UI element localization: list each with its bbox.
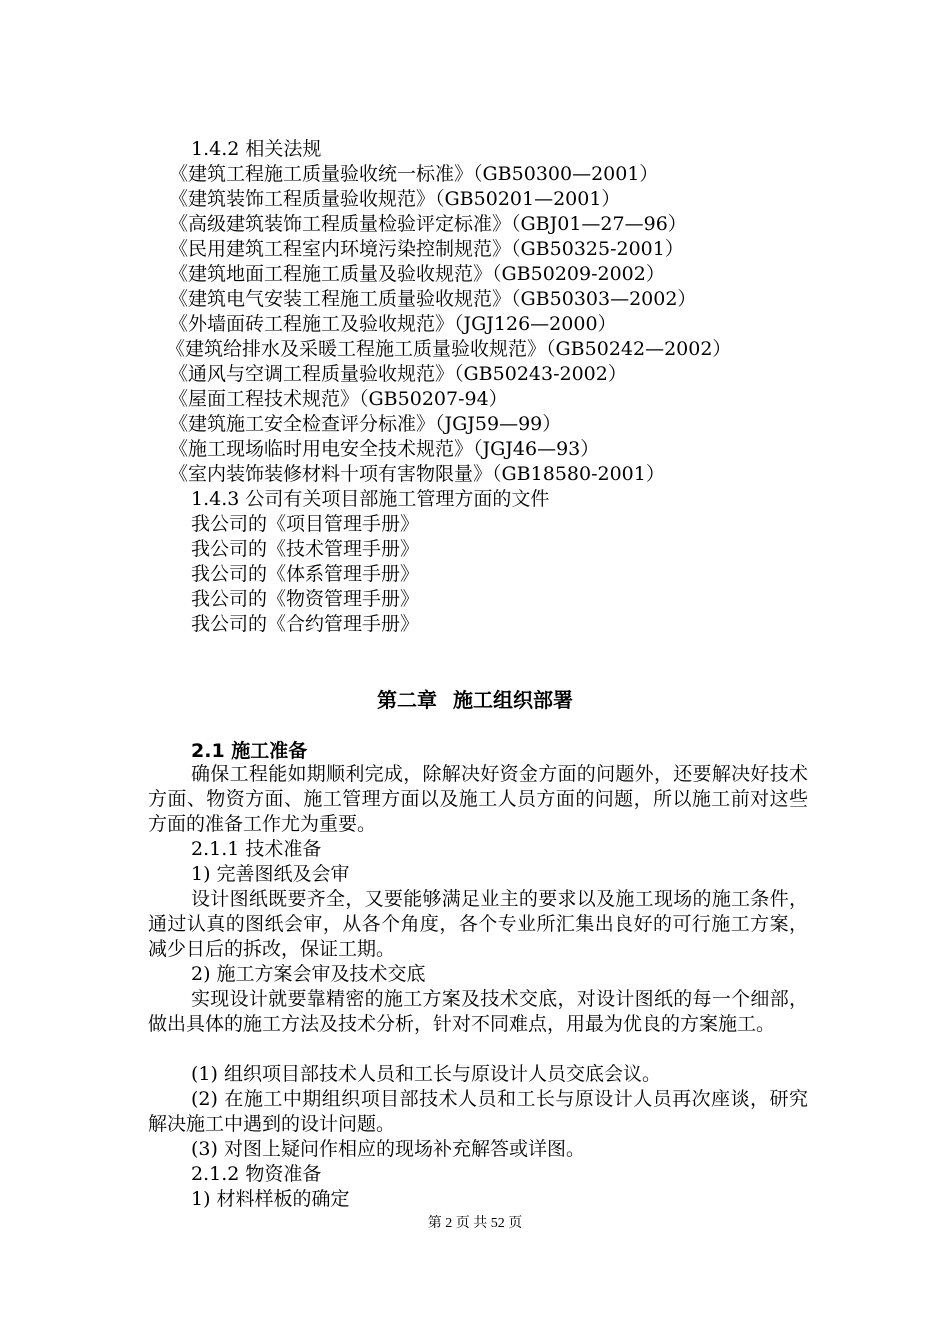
section-heading-2-1-2: 2.1.2 物资准备 [191, 1163, 322, 1185]
sub-item: (1) 组织项目部技术人员和工长与原设计人员交底会议。 [191, 1063, 661, 1085]
item-title: 1) 完善图纸及会审 [191, 863, 350, 885]
section-heading-2-1: 2.1 施工准备 [191, 740, 308, 762]
manual-item: 我公司的《合约管理手册》 [191, 613, 420, 635]
paragraph-intro: 确保工程能如期顺利完成，除解决好资金方面的问题外，还要解决好技术方面、物资方面、施工管理方面以及施工人员方面的问题，所以施工前对这些方面的准备工作尤为重要。 [148, 763, 808, 835]
paragraph: 实现设计就要靠精密的施工方案及技术交底，对设计图纸的每一个细部，做出具体的施工方法及技术分析，针对不同难点，用最为优良的方案施工。 [148, 988, 808, 1035]
law-item: 《建筑电气安装工程施工质量验收规范》（GB50303—2002） [169, 288, 697, 310]
item-title: 1) 材料样板的确定 [191, 1188, 350, 1210]
chapter-title [0, 684, 950, 713]
paragraph: 设计图纸既要齐全，又要能够满足业主的要求以及施工现场的施工条件，通过认真的图纸会审，从各个角度，各个专业所汇集出良好的可行施工方案，减少日后的拆改，保证工期。 [148, 888, 808, 960]
law-item: 《建筑施工安全检查评分标准》（JGJ59—99） [169, 413, 562, 435]
law-item: 《建筑工程施工质量验收统一标准》（GB50300—2001） [169, 163, 659, 185]
page-footer: 第 2 页 共 52 页 [427, 1216, 523, 1231]
law-item: 《建筑地面工程施工质量及验收规范》（GB50209-2002） [169, 263, 665, 285]
section-heading-2-1-1: 2.1.1 技术准备 [191, 838, 322, 860]
law-item: 《外墙面砖工程施工及验收规范》（JGJ126—2000） [169, 313, 617, 335]
section-heading-1-4-3: 1.4.3 公司有关项目部施工管理方面的文件 [191, 488, 550, 510]
sub-item: (2) 在施工中期组织项目部技术人员和工长与原设计人员再次座谈，研究解决施工中遇到的设计问题。 [148, 1088, 808, 1135]
chapter-name: 施工组织部署 [453, 688, 573, 712]
law-item: 《施工现场临时用电安全技术规范》（JGJ46—93） [169, 438, 600, 460]
law-item: 《室内装饰装修材料十项有害物限量》（GB18580-2001） [169, 463, 665, 485]
sub-item: (3) 对图上疑问作相应的现场补充解答或详图。 [191, 1138, 585, 1160]
law-item: 《建筑给排水及采暖工程施工质量验收规范》（GB50242—2002） [166, 338, 732, 360]
item-title: 2) 施工方案会审及技术交底 [191, 963, 426, 985]
manual-item: 我公司的《体系管理手册》 [191, 563, 420, 585]
law-item: 《屋面工程技术规范》（GB50207-94） [169, 388, 508, 410]
law-item: 《通风与空调工程质量验收规范》（GB50243-2002） [169, 363, 627, 385]
manual-item: 我公司的《项目管理手册》 [191, 513, 420, 535]
law-item: 《建筑装饰工程质量验收规范》（GB50201—2001） [169, 188, 621, 210]
section-heading-1-4-2: 1.4.2 相关法规 [191, 138, 322, 160]
manual-item: 我公司的《物资管理手册》 [191, 588, 420, 610]
chapter-number: 第二章 [377, 688, 437, 712]
manual-item: 我公司的《技术管理手册》 [191, 538, 420, 560]
law-item: 《高级建筑装饰工程质量检验评定标准》（GBJ01—27—96） [169, 213, 687, 235]
law-item: 《民用建筑工程室内环境污染控制规范》（GB50325-2001） [169, 238, 684, 260]
